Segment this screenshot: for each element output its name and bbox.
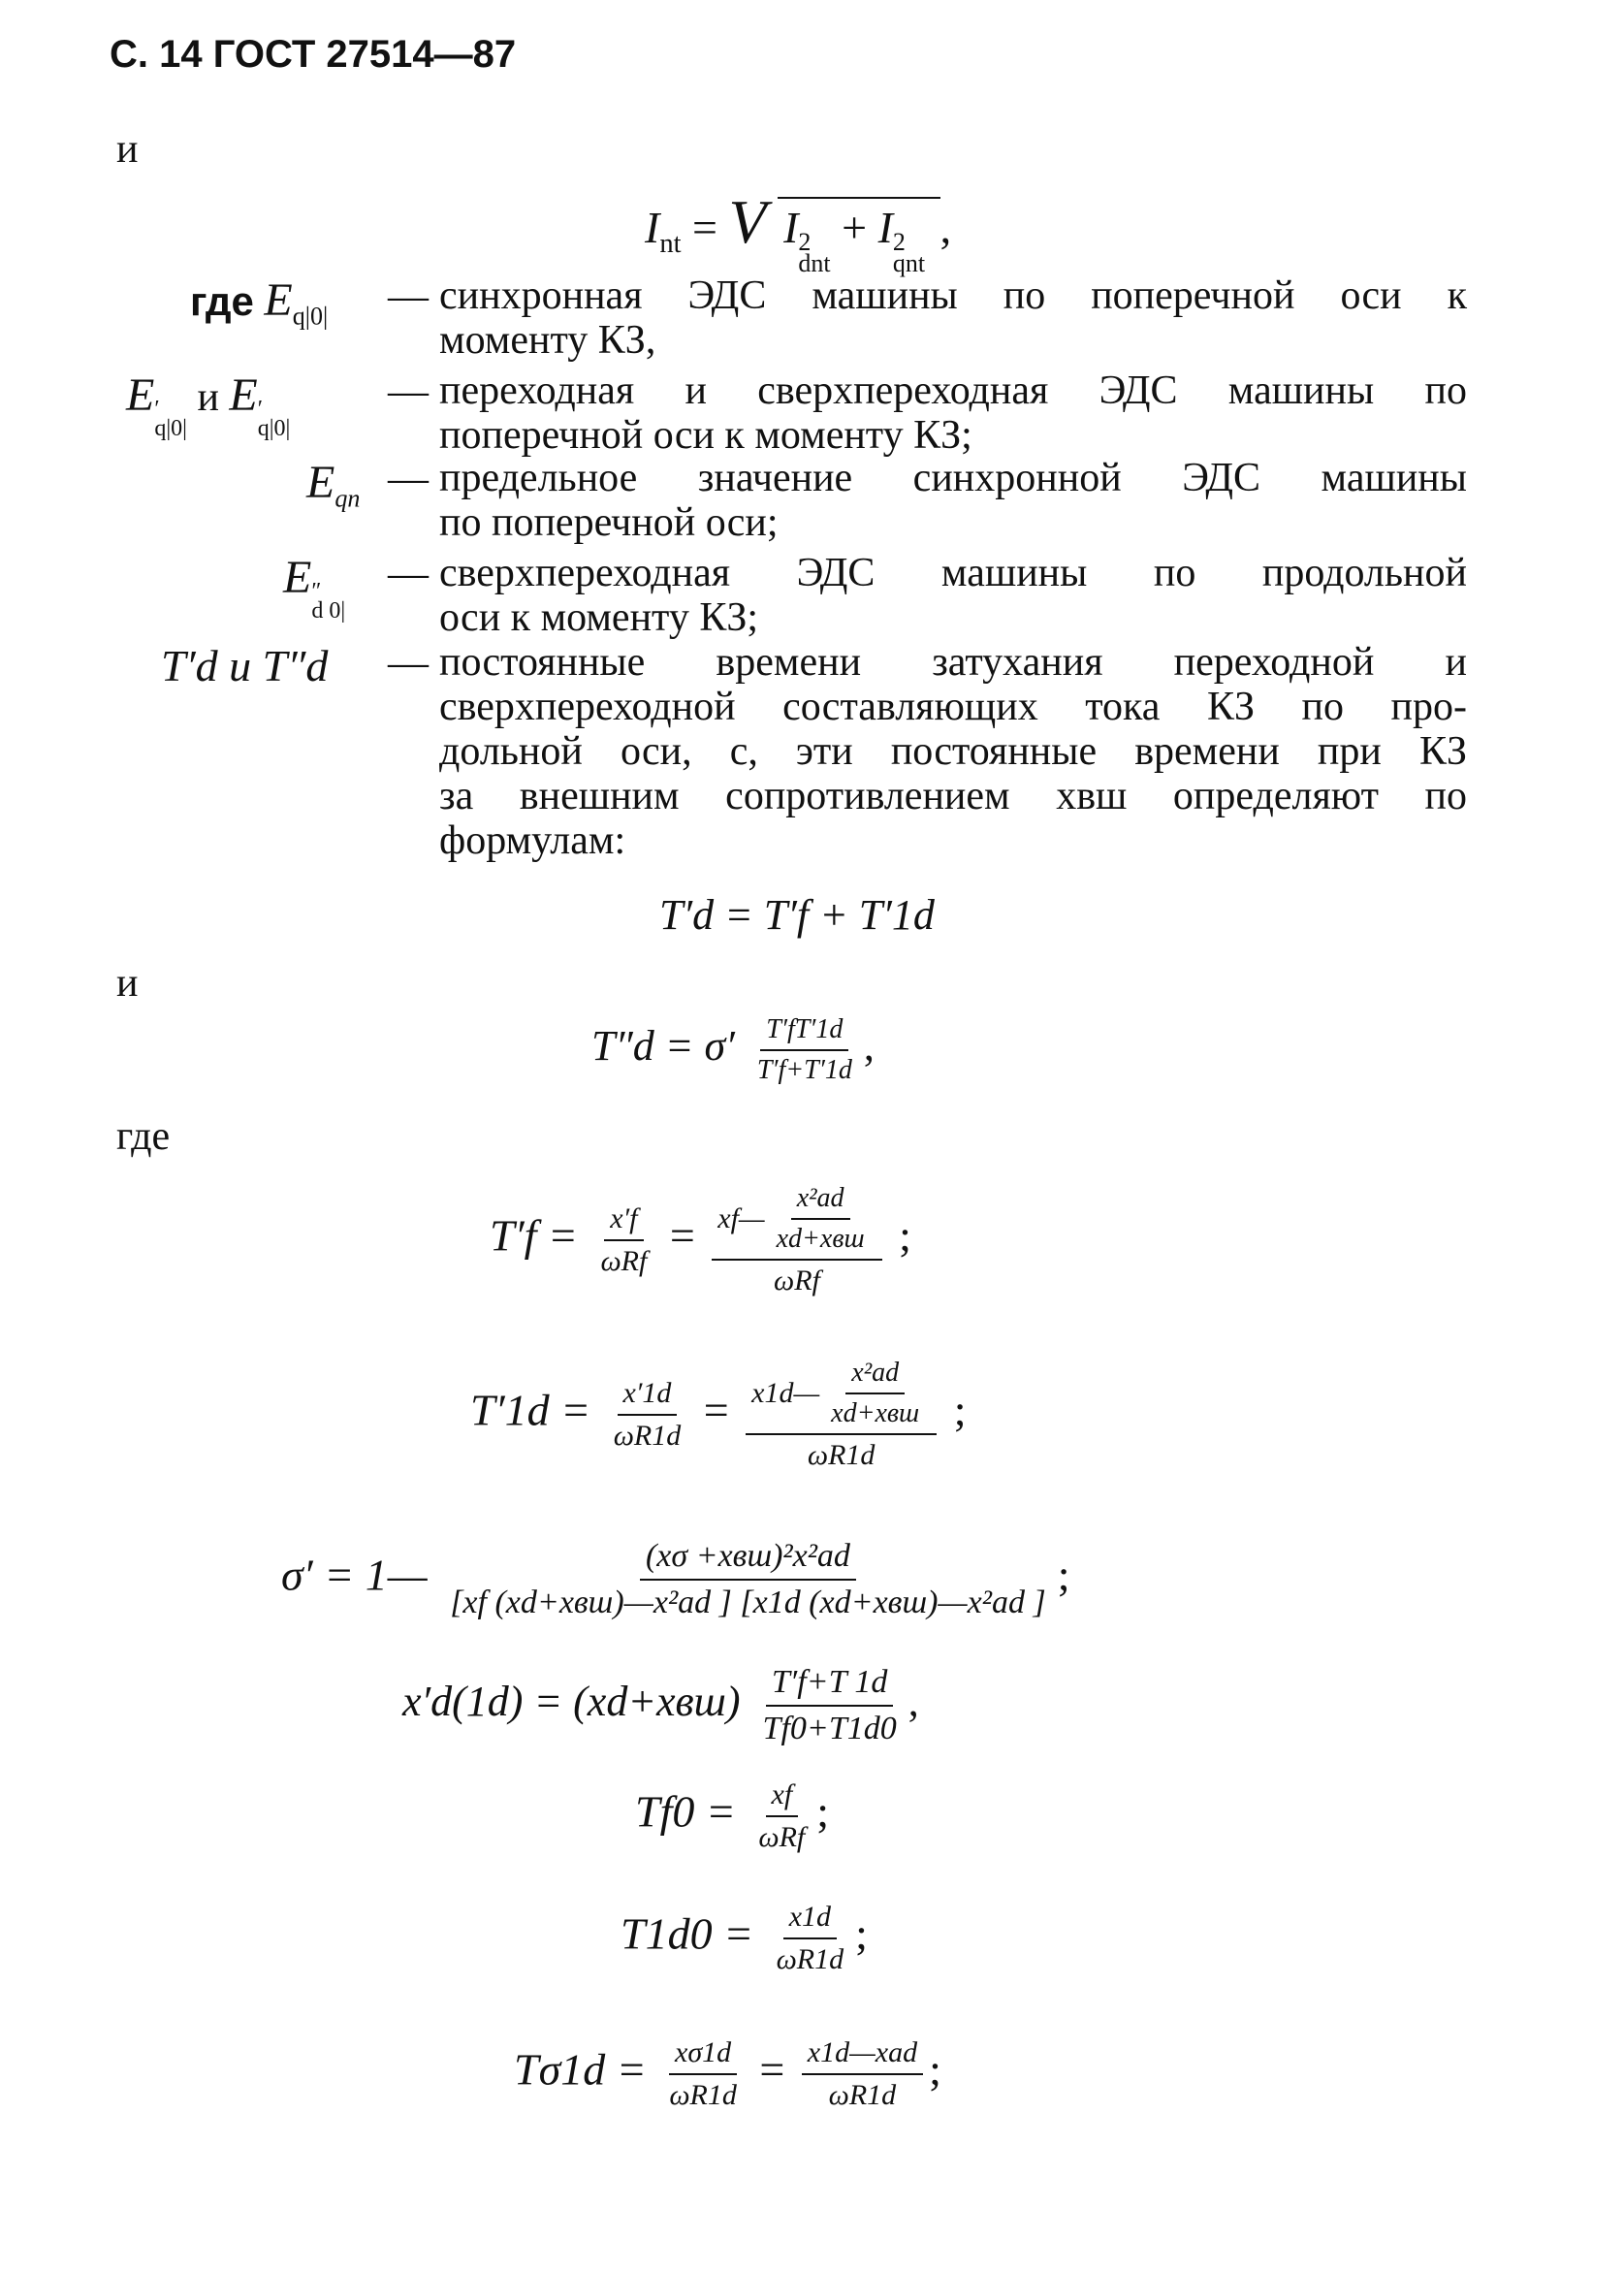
def2-text (439, 368, 1467, 458)
t1d-eq: = (703, 1385, 729, 1435)
word-and-2: и (116, 961, 139, 1006)
def1-sub: q|0| (292, 302, 329, 331)
tf-n2d: xd+xвш (776, 1224, 865, 1254)
ts1d-eq: = (759, 2044, 785, 2095)
int-b-sub: qnt (892, 249, 926, 277)
ts1d-tail: ; (929, 2044, 941, 2095)
sqrt-radicand: I 2 dnt + I 2 qnt (778, 197, 940, 252)
t1d-n1: x′1d (618, 1377, 678, 1416)
tf0-frac (752, 1778, 811, 1854)
def5-line: сверхпереходной составляющих тока КЗ по про- (439, 685, 1467, 729)
eq-tf (490, 1183, 911, 1297)
def1-label: где $E_{q|0|}$ (190, 274, 329, 331)
sqrt-sign-icon: V (728, 187, 767, 256)
tf0-lhs: Tf0 = (635, 1786, 736, 1837)
tdd-num: T′fT′1d (760, 1014, 848, 1051)
ts1d-d1: ωR1d (669, 2079, 737, 2111)
t1d0-num: x1d (783, 1901, 837, 1939)
formula-int: $I_{nt} = V$ I 2 dnt + I 2 qnt , (645, 187, 952, 277)
def5-text (439, 640, 1467, 863)
tf-frac1 (594, 1202, 653, 1278)
tf0-tail: ; (816, 1786, 830, 1837)
tdd-tail: , (863, 1022, 875, 1071)
xd-frac (757, 1664, 903, 1747)
int-b: I (877, 203, 893, 252)
t1d-lhs: T′1d = (470, 1385, 591, 1435)
eq-t1d0 (621, 1901, 868, 1976)
tdd-den: T′f+T′1d (756, 1055, 852, 1085)
int-a: I (783, 203, 799, 252)
tf-eq: = (669, 1210, 695, 1261)
def4-label: E ″ d 0| (283, 552, 346, 624)
xd-tail: , (908, 1678, 919, 1726)
tf-frac2 (712, 1183, 881, 1297)
ts1d-n1: xσ1d (669, 2036, 737, 2075)
def5-line: формулам: (439, 818, 626, 863)
def5-dash: — (388, 641, 429, 686)
t1d-n2a: x1d— (751, 1377, 820, 1409)
word-where: где (116, 1114, 171, 1159)
tf-n2n: x²ad (791, 1183, 850, 1220)
def1-line: синхронная ЭДС машины по поперечной оси к (439, 273, 1467, 318)
def4-line: сверхпереходная ЭДС машины по продольной (439, 551, 1467, 595)
def3-line: предельное значение синхронной ЭДС машины (439, 456, 1467, 500)
tf-n1: x′f (604, 1202, 643, 1241)
sigma-tail: ; (1057, 1550, 1070, 1600)
tf0-num: xf (766, 1778, 799, 1817)
t1d-n2n: x²ad (845, 1358, 905, 1394)
def4-dash: — (388, 552, 429, 596)
ts1d-frac1 (663, 2036, 743, 2112)
tf-tail: ; (899, 1210, 911, 1261)
sigma-den: [xf (xd+xвш)—x²ad ] [x1d (xd+xвш)—x²ad ] (450, 1585, 1046, 1620)
def2-label: E ′ q|0| и E ′ q|0| (126, 369, 291, 441)
tf-lhs: T′f = (490, 1210, 578, 1261)
ts1d-lhs: Tσ1d = (514, 2044, 647, 2095)
def5-label: T′d и T″d (161, 641, 329, 690)
def5-line: постоянные времени затухания переходной и (439, 640, 1467, 685)
t1d-d1: ωR1d (613, 1420, 682, 1452)
def3-text (439, 456, 1467, 545)
int-lhs-sub: nt (659, 229, 682, 260)
t1d0-den: ωR1d (776, 1943, 844, 1975)
int-tail: , (939, 203, 952, 252)
eq-sigma (281, 1538, 1069, 1621)
def5-line: за внешним сопротивлением xвш определяют по (439, 774, 1467, 818)
page-header: С. 14 ГОСТ 27514—87 (110, 33, 517, 76)
tf-n2a: xf— (717, 1202, 765, 1234)
eq-ts1d (514, 2036, 941, 2112)
def3-dash: — (388, 457, 429, 501)
def1-line: моменту КЗ, (439, 318, 656, 363)
tdd-fraction (751, 1014, 858, 1086)
tf-d2: ωRf (774, 1265, 820, 1297)
def3-label: $E_{qп}$ (306, 457, 361, 513)
xd-den: Tf0+T1d0 (762, 1711, 897, 1746)
xd-lhs: x′d(1d) = (xd+xвш) (402, 1678, 741, 1726)
def2-line: переходная и сверхпереходная ЭДС машины по (439, 368, 1467, 413)
ts1d-n2: x1d—xad (802, 2036, 923, 2075)
def4-text (439, 551, 1467, 640)
def4-sub: d 0| (311, 598, 346, 624)
int-b-sup: 2 (892, 228, 906, 256)
def5-line: дольной оси, с, эти постоянные времени при КЗ (439, 729, 1467, 774)
tdd-lhs: T″d = σ′ (591, 1022, 735, 1071)
def2-sub2: q|0| (257, 416, 291, 441)
def3-line: по поперечной оси; (439, 500, 779, 545)
def2-dash: — (388, 369, 429, 414)
sigma-lhs: σ′ = 1— (281, 1550, 428, 1600)
t1d0-tail: ; (855, 1908, 868, 1959)
eq-tf0 (635, 1778, 829, 1854)
t1d0-frac (771, 1901, 850, 1976)
def1-text (439, 273, 1467, 363)
ts1d-d2: ωR1d (828, 2079, 897, 2111)
t1d-frac2 (746, 1358, 937, 1472)
word-and-1: и (116, 127, 139, 172)
eq-td: T′d = T′f + T′1d (659, 891, 935, 939)
t1d-frac1 (608, 1377, 687, 1453)
eq-t1d (470, 1358, 966, 1472)
t1d-n2d: xd+xвш (831, 1398, 920, 1428)
def2-sub: q|0| (154, 416, 187, 441)
tf-d1: ωRf (600, 1245, 648, 1277)
t1d0-lhs: T1d0 = (621, 1908, 754, 1959)
t1d-d2: ωR1d (807, 1439, 876, 1471)
def1-dash: — (388, 274, 429, 319)
int-a-sub: dnt (798, 249, 831, 277)
int-lhs: I (645, 203, 660, 252)
xd-num: T′f+T 1d (766, 1664, 894, 1707)
eq-tdd (591, 1014, 875, 1086)
ts1d-frac2 (802, 2036, 923, 2112)
def4-line: оси к моменту КЗ; (439, 595, 759, 640)
def3-sub: qп (334, 484, 361, 513)
eq-xd (402, 1664, 919, 1747)
def2-line: поперечной оси к моменту КЗ; (439, 413, 972, 458)
int-a-sup: 2 (798, 228, 812, 256)
sigma-num: (xσ +xвш)²x²ad (640, 1538, 856, 1581)
tf0-den: ωRf (758, 1821, 806, 1853)
t1d-tail: ; (953, 1385, 967, 1435)
sigma-frac (444, 1538, 1051, 1621)
